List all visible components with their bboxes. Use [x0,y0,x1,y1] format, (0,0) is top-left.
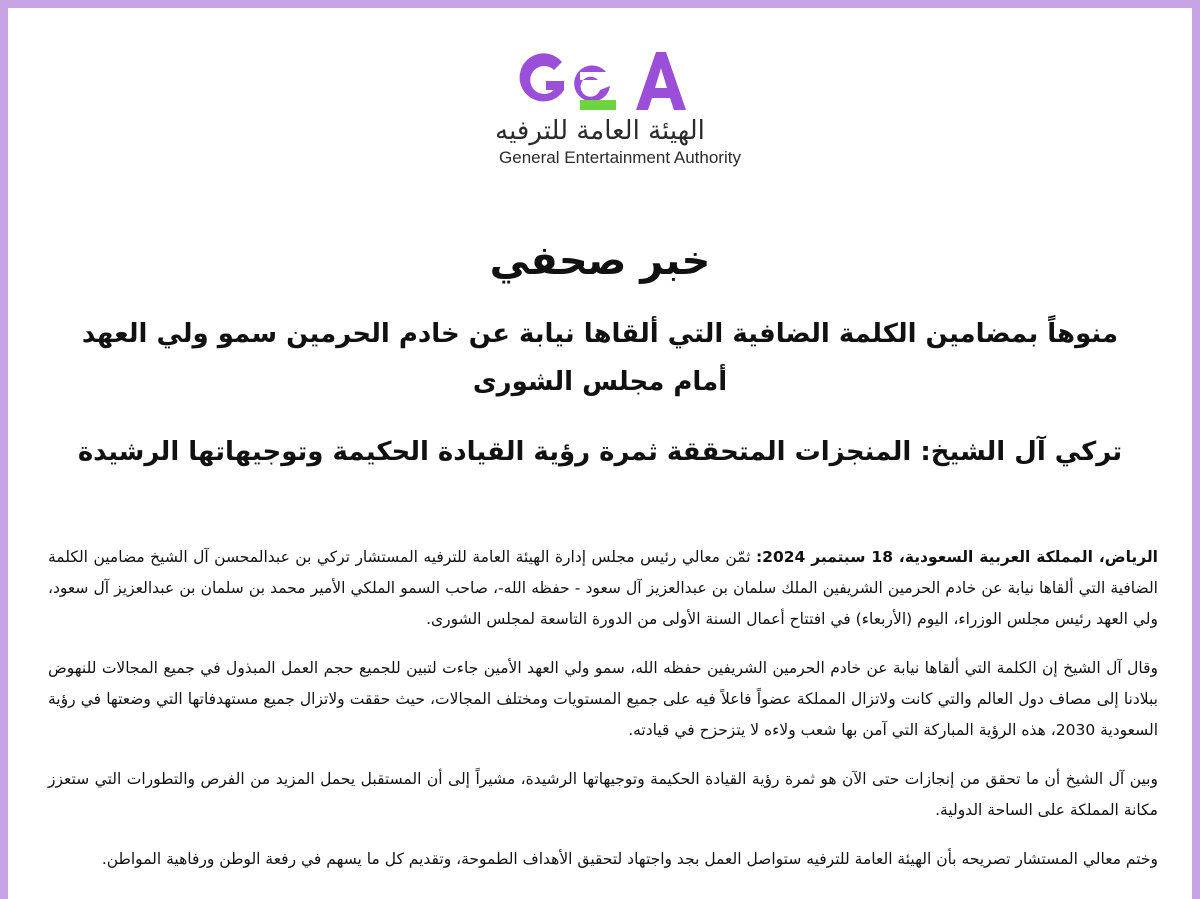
paragraph-4: وختم معالي المستشار تصريحه بأن الهيئة العامة للترفيه ستواصل العمل بجد واجتهاد لتحقيق الأهداف الطموحة، وتقديم كل ما يسهم في رفعة الوطن ورفاهية المواطن. [101,850,1158,868]
dateline: الرياض، المملكة العربية السعودية، 18 سبتمبر 2024: [755,548,1158,566]
paragraph-2: وقال آل الشيخ إن الكلمة التي ألقاها نيابة عن خادم الحرمين الشريفين حفظه الله، سمو ولي العهد الأمين جاءت لتبين للجميع حجم العمل المبذول في جميع المجالات للنهوض ببلادنا إلى مصاف دول العالم والتي كانت ولاتزال المملكة عضواً فاعلاً فيه على جميع المستويات ومختلف المجالات، حيث حققت ولاتزال جميع مستهدفاتها التي وضعتها في رؤية السعودية 2030، هذه الرؤية المباركة التي آمن بها شعب ولاءه لا يتزحزح في قيادته. [48,659,1158,739]
paragraph-1-text: ثمّن معالي رئيس مجلس إدارة الهيئة العامة للترفيه المستشار تركي بن عبدالمحسن آل الشيخ مضامين الكلمة الضافية التي ألقاها نيابة عن خادم الحرمين الشريفين الملك سلمان بن عبدالعزيز آل سعود - حفظه الله-، صاحب السمو الملكي الأمير محمد بن سلمان بن عبدالعزيز آل سعود، ولي العهد رئيس مجلس الوزراء، اليوم (الأربعاء) في افتتاح أعمال السنة الأولى من الدورة التاسعة لمجلس الشورى. [48,548,1158,628]
paragraph-3: وبين آل الشيخ أن ما تحقق من إنجازات حتى الآن هو ثمرة رؤية القيادة الحكيمة وتوجيهاتها الرشيدة، مشيراً إلى أن المستقبل يحمل المزيد من الفرص والتطورات التي ستعزز مكانة المملكة على الساحة الدولية. [48,770,1158,819]
gea-logo-mark-icon [510,48,690,114]
press-release-page [8,8,1192,899]
document-type-title: خبر صحفي [489,238,711,284]
article-body [48,542,1158,893]
paragraph-1 [48,542,1158,635]
logo-arabic-name: الهيئة العامة للترفيه [495,116,705,146]
subheadline: تركي آل الشيخ: المنجزات المتحققة ثمرة رؤية القيادة الحكيمة وتوجيهاتها الرشيدة [77,437,1123,467]
logo-english-name: General Entertainment Authority [499,148,741,167]
headline: منوهاً بمضامين الكلمة الضافية التي ألقاها نيابة عن خادم الحرمين سمو ولي العهد أمام مجلس الشورى [81,319,1119,397]
gea-logo [8,48,1192,168]
